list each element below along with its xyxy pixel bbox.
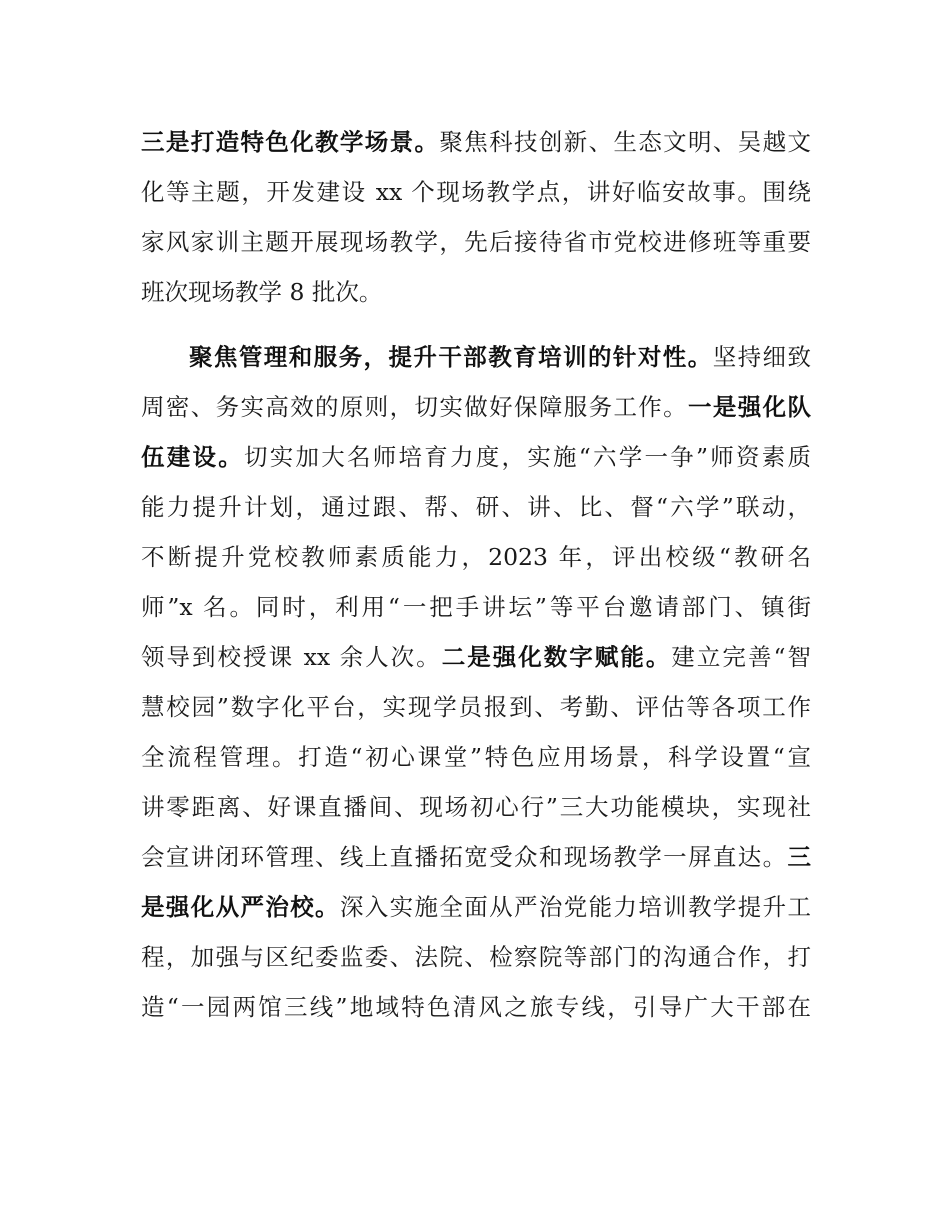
text-line bbox=[141, 737, 811, 777]
bold-heading: 聚焦管理和服务，提升干部教育培训的针对性。 bbox=[189, 343, 713, 371]
text-line bbox=[141, 637, 811, 677]
text-run: 聚焦科技创新、生态文明、吴越文 bbox=[439, 128, 812, 156]
text-line bbox=[141, 487, 811, 527]
text-line bbox=[189, 337, 811, 377]
bold-heading: 三是打造特色化教学场景。 bbox=[141, 128, 440, 156]
text-run: 切实加大名师培育力度，实施“六学一争”师资素质 bbox=[244, 443, 812, 471]
text-line bbox=[141, 387, 811, 427]
text-line bbox=[141, 537, 811, 577]
text-run: 造“一园两馆三线”地域特色清风之旅专线，引导广大干部在 bbox=[141, 993, 811, 1021]
text-run: 程，加强与区纪委监委、法院、检察院等部门的沟通合作，打 bbox=[141, 943, 811, 971]
text-line bbox=[141, 222, 811, 262]
text-run: 领导到校授课 xx 余人次。 bbox=[141, 643, 442, 671]
text-run: 不断提升党校教师素质能力，2023 年，评出校级“教研名 bbox=[141, 543, 811, 571]
bold-heading: 一是强化队 bbox=[688, 393, 812, 421]
text-line bbox=[141, 687, 811, 727]
bold-heading: 二是强化数字赋能。 bbox=[441, 643, 672, 671]
text-line bbox=[141, 987, 811, 1027]
text-line bbox=[141, 937, 811, 977]
text-line bbox=[141, 437, 811, 477]
text-run: 坚持细致 bbox=[712, 343, 811, 371]
text-run: 化等主题，开发建设 xx 个现场教学点，讲好临安故事。围绕 bbox=[141, 178, 811, 206]
text-run: 慧校园”数字化平台，实现学员报到、考勤、评估等各项工作 bbox=[141, 693, 811, 721]
text-run: 会宣讲闭环管理、线上直播拓宽受众和现场教学一屏直达。 bbox=[141, 843, 788, 871]
text-run: 师”x 名。同时，利用“一把手讲坛”等平台邀请部门、镇街 bbox=[141, 593, 811, 621]
bold-heading: 三 bbox=[787, 843, 811, 871]
text-run: 班次现场教学 8 批次。 bbox=[141, 278, 383, 306]
text-run: 全流程管理。打造“初心课堂”特色应用场景，科学设置“宣 bbox=[141, 743, 811, 771]
text-run: 深入实施全面从严治党能力培训教学提升工 bbox=[339, 893, 812, 921]
bold-heading: 伍建设。 bbox=[141, 443, 244, 471]
text-line bbox=[141, 272, 811, 312]
text-line bbox=[141, 587, 811, 627]
text-run: 建立完善“智 bbox=[671, 643, 812, 671]
text-run: 能力提升计划，通过跟、帮、研、讲、比、督“六学”联动， bbox=[141, 493, 811, 521]
text-run: 周密、务实高效的原则，切实做好保障服务工作。 bbox=[141, 393, 689, 421]
bold-heading: 是强化从严治校。 bbox=[141, 893, 340, 921]
text-line bbox=[141, 837, 811, 877]
text-line bbox=[141, 122, 811, 162]
text-run: 讲零距离、好课直播间、现场初心行”三大功能模块，实现社 bbox=[141, 793, 811, 821]
text-line bbox=[141, 172, 811, 212]
text-line bbox=[141, 887, 811, 927]
text-line bbox=[141, 787, 811, 827]
text-run: 家风家训主题开展现场教学，先后接待省市党校进修班等重要 bbox=[141, 228, 811, 256]
